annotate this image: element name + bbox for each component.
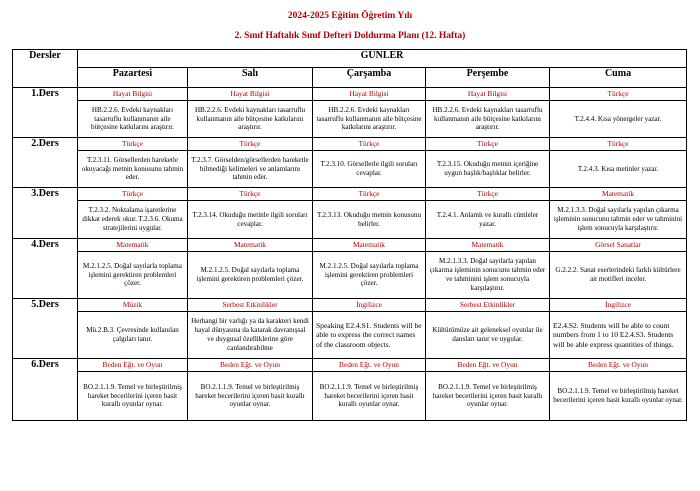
objective-text: T.2.3.11. Görsellerden hareketle okuyacağı metnin konusunu tahmin eder. — [81, 155, 184, 182]
lesson-cell-cuma — [550, 239, 687, 299]
objective-text: Speaking E2.4.S1. Students will be able to express the correct names of the classroom objects. — [316, 320, 422, 349]
objective-text: T.2.3.15. Okuduğu metnin içeriğine uygun başlık/başlıklar belirler. — [436, 160, 539, 177]
lesson-cell-persembe — [426, 359, 550, 421]
gunler-header: GÜNLER — [78, 50, 687, 68]
day-header-sali: Salı — [188, 68, 313, 88]
subject-label: İngilizce — [550, 299, 686, 312]
objective-text: HB.2.2.6. Evdeki kaynakları tasarruflu kullanmanın aile bütçesine katkılarını araştırır. — [316, 105, 422, 132]
lesson-cell-pazartesi — [78, 359, 188, 421]
subject-label: Matematik — [550, 188, 686, 201]
lesson-cell-carsamba — [313, 188, 426, 239]
subject-label: Türkçe — [188, 138, 312, 151]
lesson-cell-pazartesi — [78, 188, 188, 239]
lesson-label: 4.Ders — [13, 239, 78, 299]
subject-label: Türkçe — [313, 138, 425, 151]
objective-text: BO.2.1.1.9. Temel ve birleştirilmiş hareket becerilerini içeren basit kurallı oyunlar oynar. — [319, 382, 419, 409]
day-header-cuma: Cuma — [550, 68, 687, 88]
lesson-cell-persembe — [426, 299, 550, 359]
lesson-cell-pazartesi — [78, 138, 188, 188]
objective-text: M.2.1.3.3. Doğal sayılarla yapılan çıkarma işleminin sonucunu tahmin eder ve tahminini işlem sonucuyla karşılaştırır. — [429, 257, 546, 292]
lesson-cell-sali — [188, 138, 313, 188]
lesson-cell-cuma — [550, 88, 687, 138]
subject-label: Serbest Etkinlikler — [188, 299, 312, 312]
subject-label: Matematik — [426, 239, 549, 252]
lesson-cell-sali — [188, 299, 313, 359]
lesson-cell-pazartesi — [78, 239, 188, 299]
objective-text: BO.2.1.1.9. Temel ve birleştirilmiş hareket becerilerini içeren basit kurallı oyunlar oynar. — [195, 382, 305, 409]
objective-text: BO.2.1.1.9. Temel ve birleştirilmiş hareket becerilerini içeren basit kurallı oyunlar oynar. — [83, 382, 182, 409]
page-subtitle: 2. Sınıf Haftalık Sınıf Defteri Doldurma Planı (12. Hafta) — [234, 31, 466, 41]
subject-label: Beden Eğt. ve Oyun — [550, 359, 686, 372]
subject-label: Hayat Bilgisi — [426, 88, 549, 101]
lesson-cell-persembe — [426, 239, 550, 299]
page-title: 2024-2025 Eğitim Öğretim Yılı — [287, 11, 413, 21]
subject-label: Matematik — [188, 239, 312, 252]
subject-label: İngilizce — [313, 299, 425, 312]
lesson-cell-carsamba — [313, 88, 426, 138]
objective-text: T.2.3.7. Görselden/görsellerden hareketle bilmediği kelimeleri ve anlamlarını tahmin eder. — [191, 155, 309, 182]
objective-text: T.2.3.10. Görsellerle ilgili soruları cevaplar. — [320, 160, 418, 177]
lesson-row — [13, 188, 687, 239]
objective-text: G.2.2.2. Sanat eserlerindeki farklı kültürlere ait motifleri inceler. — [555, 266, 681, 283]
day-header-persembe: Perşembe — [426, 68, 550, 88]
lesson-cell-cuma — [550, 188, 687, 239]
objective-text: HB.2.2.6. Evdeki kaynakları tasarruflu kullanmanın aile bütçesine katkılarını araştırır. — [432, 105, 543, 132]
lesson-cell-pazartesi — [78, 88, 188, 138]
dersler-header: Dersler — [13, 50, 78, 88]
objective-text: BO.2.1.1.9. Temel ve birleştirilmiş hareket becerilerini içeren basit kurallı oyunlar oynar. — [553, 387, 683, 404]
lesson-cell-sali — [188, 88, 313, 138]
objective-text: M.2.1.2.5. Doğal sayılarla toplama işlemini gerektiren problemleri çözer. — [83, 261, 182, 288]
lesson-cell-persembe — [426, 88, 550, 138]
objective-text: Herhangi bir varlığı ya da karakteri kendi hayal dünyasına da katarak davranışsal ve duygusal özelliklerine göre canlandırabilme — [191, 317, 309, 352]
lesson-label: 3.Ders — [13, 188, 78, 239]
subject-label: Türkçe — [78, 138, 187, 151]
objective-text: M.2.1.3.3. Doğal sayılarla yapılan çıkarma işleminin sonucunu tahmin eder ve tahminini işlem sonucuyla karşılaştırır. — [553, 206, 683, 232]
lesson-cell-carsamba — [313, 299, 426, 359]
lesson-cell-cuma — [550, 138, 687, 188]
schedule-table — [12, 49, 687, 421]
lesson-cell-sali — [188, 359, 313, 421]
day-header-carsamba: Çarşamba — [313, 68, 426, 88]
lesson-cell-carsamba — [313, 239, 426, 299]
subject-label: Hayat Bilgisi — [188, 88, 312, 101]
lesson-cell-persembe — [426, 188, 550, 239]
subject-label: Matematik — [313, 239, 425, 252]
lesson-row — [13, 138, 687, 188]
subject-label: Serbest Etkinlikler — [426, 299, 549, 312]
subject-label: Türkçe — [188, 188, 312, 201]
subject-label: Türkçe — [550, 88, 686, 101]
objective-text: Mü.2.B.3. Çevresinde kullanılan çalgıları tanır. — [86, 326, 179, 343]
subject-label: Müzik — [78, 299, 187, 312]
objective-text: T.2.4.1. Anlamlı ve kurallı cümleler yazar. — [436, 210, 539, 228]
subject-label: Hayat Bilgisi — [313, 88, 425, 101]
day-header-pazartesi: Pazartesi — [78, 68, 188, 88]
subject-label: Matematik — [78, 239, 187, 252]
objective-text: T.2.4.3. Kısa metinler yazar. — [577, 164, 659, 173]
subject-label: Türkçe — [550, 138, 686, 151]
objective-text: T.2.3.14. Okuduğu metinle ilgili soruları cevaplar. — [192, 210, 308, 228]
objective-text: HB.2.2.6. Evdeki kaynakları tasarruflu kullanmanın aile bütçesine katkılarını araştırır. — [91, 105, 174, 132]
lesson-row — [13, 239, 687, 299]
subject-label: Hayat Bilgisi — [78, 88, 187, 101]
lesson-cell-cuma — [550, 299, 687, 359]
lesson-cell-sali — [188, 188, 313, 239]
objective-text: M.2.1.2.5. Doğal sayılarla toplama işlemini gerektiren problemleri çözer. — [196, 266, 304, 283]
subject-label: Beden Eğt. ve Oyun — [313, 359, 425, 372]
lesson-row — [13, 359, 687, 421]
subject-label: Görsel Sanatlar — [550, 239, 686, 252]
subject-label: Türkçe — [426, 138, 549, 151]
subject-label: Türkçe — [313, 188, 425, 201]
lesson-label: 5.Ders — [13, 299, 78, 359]
objective-text: M.2.1.2.5. Doğal sayılarla toplama işlemini gerektiren problemleri çözer. — [319, 261, 419, 288]
lesson-label: 6.Ders — [13, 359, 78, 421]
objective-text: T.2.3.2. Noktalama işaretlerine dikkat ederek okur. T.2.3.6. Okuma stratejilerini uygular. — [82, 206, 183, 232]
objective-text: HB.2.2.6. Evdeki kaynakları tasarruflu kullanmanın aile bütçesine katkılarını araştırır. — [194, 105, 306, 132]
lesson-label: 2.Ders — [13, 138, 78, 188]
lesson-cell-sali — [188, 239, 313, 299]
lesson-label: 1.Ders — [13, 88, 78, 138]
lesson-row — [13, 299, 687, 359]
subject-label: Türkçe — [78, 188, 187, 201]
lesson-cell-carsamba — [313, 359, 426, 421]
subject-label: Türkçe — [426, 188, 549, 201]
lesson-cell-carsamba — [313, 138, 426, 188]
objective-text: T.2.3.13. Okuduğu metnin konusunu belirler. — [316, 210, 422, 228]
lesson-cell-cuma — [550, 359, 687, 421]
objective-text: BO.2.1.1.9. Temel ve birleştirilmiş hareket becerilerini içeren basit kurallı oyunlar oynar. — [432, 382, 543, 409]
objective-text: E2.4.S2. Students will be able to count numbers from 1 to 10 E2.4.S3. Students will be able express quantities of things. — [553, 320, 674, 349]
objective-text: T.2.4.4. Kısa yönergeler yazar. — [574, 114, 662, 123]
subject-label: Beden Eğt. ve Oyun — [426, 359, 549, 372]
lesson-cell-persembe — [426, 138, 550, 188]
subject-label: Beden Eğt. ve Oyun — [78, 359, 187, 372]
objective-text: Kültürümüze ait geleneksel oyunlar ile dansları tanır ve uygular. — [432, 326, 543, 343]
subject-label: Beden Eğt. ve Oyun — [188, 359, 312, 372]
lesson-row — [13, 88, 687, 138]
lesson-cell-pazartesi — [78, 299, 188, 359]
